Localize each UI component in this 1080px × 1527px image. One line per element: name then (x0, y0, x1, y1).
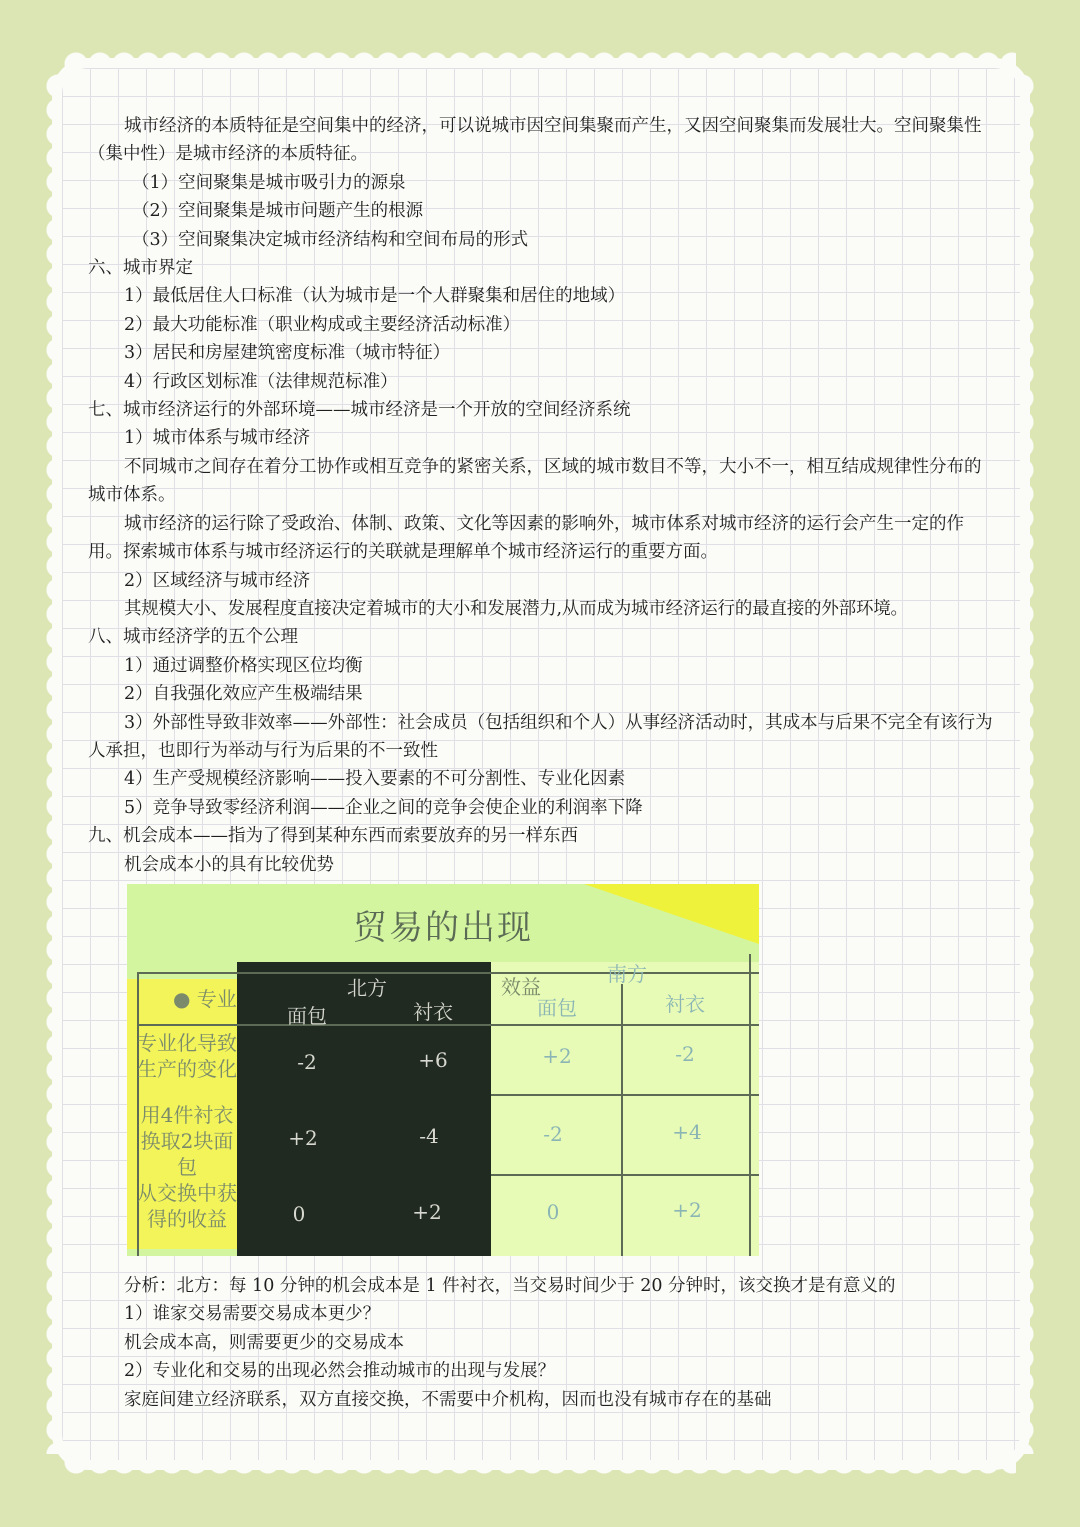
list-item: （2）空间聚集是城市问题产生的根源 (132, 201, 424, 222)
table-rule (749, 954, 751, 1256)
row-label: 从交换中获得的收益 (137, 1181, 237, 1231)
table-cell: -2 (675, 1042, 695, 1066)
list-item: 1）通过调整价格实现区位均衡 (124, 655, 363, 676)
slide-title: 贸易的出现 (353, 908, 533, 948)
paragraph: 不同城市之间存在着分工协作或相互竞争的紧密关系，区域的城市数目不等，大小不一，相互结成规律性分布的城市体系。 (88, 456, 982, 506)
list-item: 4）行政区划标准（法律规范标准） (124, 371, 398, 392)
paragraph: 家庭间建立经济联系，双方直接交换，不需要中介机构，因而也没有城市存在的基础 (124, 1389, 772, 1410)
list-item: 1）最低居住人口标准（认为城市是一个人群聚集和居住的地域） (124, 286, 626, 307)
list-item: 2）自我强化效应产生极端结果 (124, 684, 363, 705)
section-heading: 九、机会成本——指为了得到某种东西而索要放弃的另一样东西 (88, 826, 578, 847)
list-item: 2）最大功能标准（职业构成或主要经济活动标准） (124, 314, 521, 335)
table-cell: +2 (542, 1044, 572, 1068)
col-header: 面包 (537, 996, 577, 1020)
list-item: （1）空间聚集是城市吸引力的源泉 (132, 172, 406, 193)
table-rule (491, 1094, 759, 1096)
table-cell: +4 (672, 1120, 702, 1144)
paragraph: 3）外部性导致非效率——外部性：社会成员（包括组织和个人）从事经济活动时，其成本与后果不完全有该行为人承担，也即行为举动与行为后果的不一致性 (88, 712, 993, 761)
table-cell: -2 (543, 1122, 563, 1146)
south-header: 南方 (607, 962, 647, 986)
list-item: 4）生产受规模经济影响——投入要素的不可分割性、专业化因素 (124, 769, 626, 790)
paragraph: 机会成本高，则需要更少的交易成本 (124, 1332, 404, 1353)
section-heading: 六、城市界定 (88, 258, 193, 279)
table-cell: +6 (418, 1048, 448, 1072)
table-cell: +2 (412, 1200, 442, 1224)
paragraph: 城市经济的运行除了受政治、体制、政策、文化等因素的影响外，城市体系对城市经济的运行会产生一定的作用。探索城市体系与城市经济运行的关联就是理解单个城市经济运行的重要方面。 (88, 513, 964, 563)
paragraph: 其规模大小、发展程度直接决定着城市的大小和发展潜力,从而成为城市经济运行的最直接的外部环境。 (124, 598, 908, 619)
list-item: （3）空间聚集决定城市经济结构和空间布局的形式 (132, 229, 529, 250)
paragraph: 城市经济的本质特征是空间集中的经济，可以说城市因空间集聚而产生，又因空间聚集而发展壮大。空间聚集性（集中性）是城市经济的本质特征。 (88, 116, 982, 165)
slide-bullet: ● 专业 (173, 987, 237, 1011)
section-heading: 八、城市经济学的五个公理 (88, 627, 298, 648)
list-item: 1）城市体系与城市经济 (124, 428, 311, 449)
table-cell: 0 (292, 1202, 306, 1226)
paragraph: 分析：北方：每 10 分钟的机会成本是 1 件衬衣，当交易时间少于 20 分钟时，该交换才是有意义的 (124, 1276, 896, 1296)
table-rule (491, 1174, 759, 1176)
table-cell: +2 (672, 1198, 702, 1222)
notes-content (88, 112, 993, 879)
slide-fragment: 效益 (501, 975, 541, 999)
table-cell: -4 (419, 1124, 439, 1148)
section-heading: 七、城市经济运行的外部环境——城市经济是一个开放的空间经济系统 (88, 400, 631, 421)
paragraph: 机会成本小的具有比较优势 (124, 854, 334, 875)
list-item: 3）居民和房屋建筑密度标准（城市特征） (124, 343, 451, 364)
north-header: 北方 (347, 976, 387, 1000)
table-cell: 0 (546, 1200, 560, 1224)
table-rule (137, 972, 759, 974)
list-item: 1）谁家交易需要交易成本更少？ (124, 1304, 381, 1325)
row-label: 专业化导致生产的变化 (137, 1031, 237, 1081)
table-cell: -2 (297, 1050, 317, 1074)
analysis-content (88, 1272, 993, 1414)
slide-photo (127, 884, 759, 1256)
table-cell: +2 (288, 1126, 318, 1150)
col-header: 衬衣 (413, 1000, 453, 1024)
list-item: 2）区域经济与城市经济 (124, 570, 311, 591)
col-header: 衬衣 (665, 992, 705, 1016)
col-header: 面包 (287, 1004, 327, 1028)
list-item: 2）专业化和交易的出现必然会推动城市的出现与发展？ (124, 1361, 556, 1382)
row-label: 用4件衬衣换取2块面包 (140, 1103, 234, 1179)
list-item: 5）竞争导致零经济利润——企业之间的竞争会使企业的利润率下降 (124, 797, 643, 818)
table-rule (621, 984, 623, 1256)
